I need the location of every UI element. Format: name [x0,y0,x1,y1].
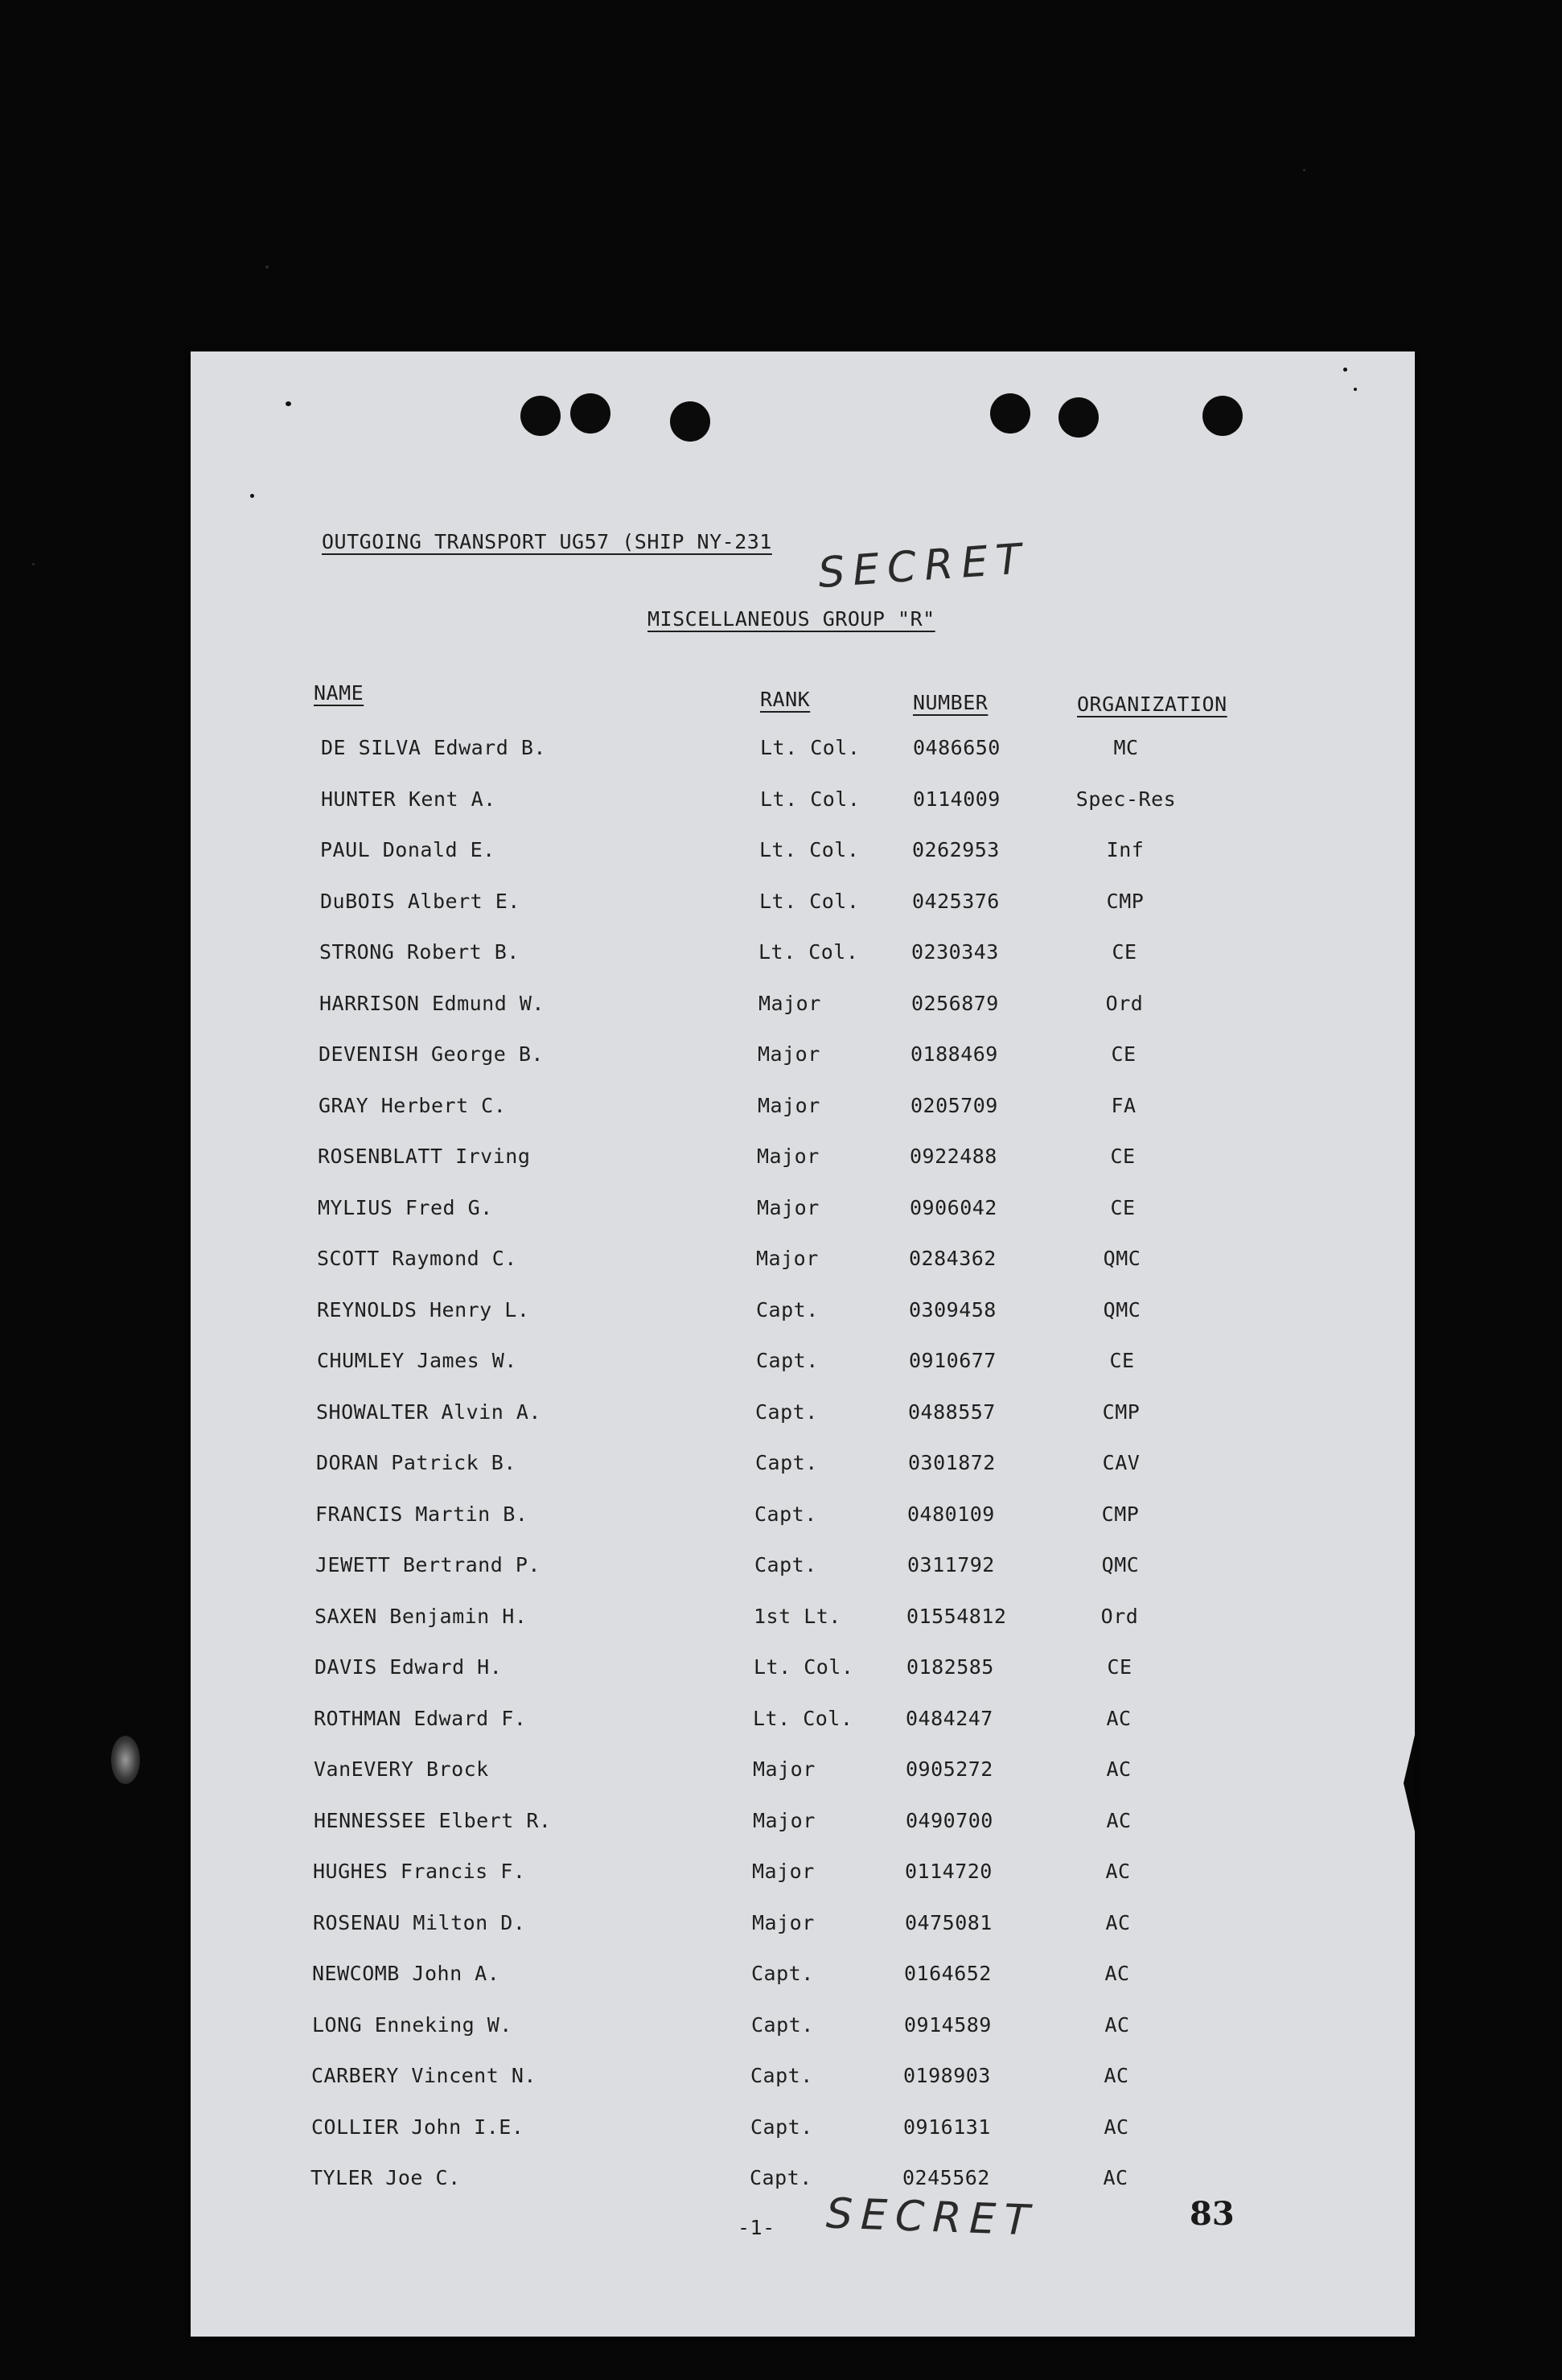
organization-cell: Ord [1100,1605,1139,1628]
number-cell: 0906042 [910,1196,997,1219]
organization-cell: AC [1104,2064,1129,2087]
organization-cell: Inf [1106,838,1145,861]
table-row [191,1809,1415,1841]
number-cell: 0486650 [913,736,1001,759]
table-row [191,1042,1415,1075]
punch-hole [570,393,610,434]
rank-cell: Major [753,1757,816,1781]
organization-cell: CE [1111,1042,1137,1066]
name-cell: CARBERY Vincent N. [311,2064,536,2087]
table-row [191,2166,1415,2198]
name-cell: HUNTER Kent A. [321,787,496,811]
organization-cell: CAV [1102,1451,1141,1474]
organization-cell: AC [1106,1707,1132,1730]
number-cell: 0182585 [906,1655,994,1679]
table-row [191,1400,1415,1433]
page-number: 83 [1190,2195,1235,2233]
number-cell: 0205709 [910,1094,998,1117]
name-cell: SCOTT Raymond C. [317,1247,517,1270]
organization-cell: FA [1111,1094,1137,1117]
organization-cell: QMC [1103,1298,1141,1322]
ink-mark [1354,388,1357,391]
number-cell: 0914589 [904,2013,992,2037]
name-cell: DAVIS Edward H. [314,1655,503,1679]
punch-hole [670,401,710,442]
rank-cell: Capt. [751,2013,814,2037]
rank-cell: Lt. Col. [758,940,859,964]
number-cell: 0262953 [912,838,1000,861]
number-cell: 0114009 [913,787,1001,811]
name-cell: VanEVERY Brock [314,1757,489,1781]
number-cell: 0309458 [909,1298,997,1322]
table-row [191,1860,1415,1892]
name-cell: PAUL Donald E. [320,838,495,861]
organization-cell: QMC [1103,1247,1141,1270]
secret-stamp-bottom: SECRET [825,2189,1038,2246]
document-page [191,351,1415,2337]
organization-cell: Ord [1105,992,1144,1015]
number-cell: 0910677 [909,1349,997,1372]
table-row [191,1451,1415,1483]
organization-cell: AC [1106,1757,1132,1781]
rank-cell: Capt. [751,1962,814,1985]
number-cell: 0916131 [903,2115,991,2139]
number-cell: 0425376 [912,890,1000,913]
background-speck [1303,169,1305,171]
rank-cell: Major [752,1860,815,1883]
organization-cell: CMP [1106,890,1145,913]
rank-cell: Major [758,1042,820,1066]
table-row [191,1247,1415,1279]
document-subtitle: MISCELLANEOUS GROUP "R" [647,607,935,631]
background-light-spot [111,1736,140,1784]
name-cell: GRAY Herbert C. [319,1094,507,1117]
ink-mark [250,494,254,498]
table-row [191,1962,1415,1994]
table-row [191,1145,1415,1177]
number-cell: 0475081 [905,1911,993,1934]
table-row [191,1094,1415,1126]
number-cell: 0301872 [908,1451,996,1474]
ink-mark [1343,368,1347,372]
table-row [191,890,1415,922]
name-cell: SHOWALTER Alvin A. [316,1400,541,1424]
page-marker: -1- [738,2216,775,2239]
punch-hole [1058,397,1099,438]
name-cell: JEWETT Bertrand P. [315,1553,541,1576]
table-row [191,1502,1415,1535]
name-cell: ROSENBLATT Irving [318,1145,531,1168]
name-cell: HENNESSEE Elbert R. [314,1809,552,1832]
name-cell: MYLIUS Fred G. [318,1196,493,1219]
organization-cell: CE [1110,1196,1136,1219]
rank-cell: Capt. [755,1451,818,1474]
organization-cell: CE [1110,1145,1136,1168]
name-cell: FRANCIS Martin B. [315,1502,528,1526]
rank-cell: Major [753,1809,816,1832]
number-cell: 0245562 [902,2166,990,2189]
organization-cell: AC [1103,2166,1128,2189]
name-cell: LONG Enneking W. [312,2013,512,2037]
rank-cell: Lt. Col. [753,1707,853,1730]
rank-cell: Major [758,992,821,1015]
number-cell: 0490700 [906,1809,993,1832]
rank-cell: Capt. [750,2166,812,2189]
rank-cell: Major [756,1247,819,1270]
number-cell: 0256879 [911,992,999,1015]
organization-cell: MC [1113,736,1139,759]
name-cell: NEWCOMB John A. [312,1962,500,1985]
name-cell: HUGHES Francis F. [313,1860,526,1883]
name-cell: COLLIER John I.E. [311,2115,524,2139]
rank-cell: Capt. [755,1400,818,1424]
table-row [191,1349,1415,1381]
punch-hole [990,393,1030,434]
punch-hole [1202,396,1243,436]
column-header-number: NUMBER [913,691,989,714]
organization-cell: QMC [1101,1553,1140,1576]
rank-cell: Lt. Col. [759,890,860,913]
organization-cell: AC [1104,1962,1130,1985]
background-speck [32,563,35,565]
table-row [191,787,1415,820]
table-row [191,2115,1415,2148]
number-cell: 0488557 [908,1400,996,1424]
rank-cell: Major [752,1911,815,1934]
rank-cell: Capt. [756,1349,819,1372]
organization-cell: CMP [1101,1502,1140,1526]
organization-cell: AC [1105,1860,1131,1883]
rank-cell: Capt. [754,1553,817,1576]
table-row [191,1655,1415,1687]
number-cell: 0164652 [904,1962,992,1985]
name-cell: DuBOIS Albert E. [320,890,520,913]
table-row [191,1911,1415,1943]
organization-cell: AC [1104,2013,1130,2037]
organization-cell: AC [1104,2115,1129,2139]
name-cell: DEVENISH George B. [319,1042,544,1066]
organization-cell: AC [1105,1911,1131,1934]
name-cell: TYLER Joe C. [310,2166,461,2189]
rank-cell: Lt. Col. [759,838,860,861]
rank-cell: 1st Lt. [754,1605,841,1628]
rank-cell: Capt. [750,2115,813,2139]
table-row [191,940,1415,972]
number-cell: 0484247 [906,1707,993,1730]
ink-mark [286,401,291,406]
number-cell: 0198903 [903,2064,991,2087]
secret-stamp-top: SECRET [816,534,1031,598]
document-title: OUTGOING TRANSPORT UG57 (SHIP NY-231 [322,530,772,553]
table-row [191,1707,1415,1739]
column-header-rank: RANK [760,688,811,711]
number-cell: 0922488 [910,1145,997,1168]
table-row [191,1605,1415,1637]
table-row [191,1298,1415,1330]
table-row [191,1196,1415,1228]
number-cell: 0230343 [911,940,999,964]
name-cell: REYNOLDS Henry L. [317,1298,530,1322]
table-row [191,838,1415,870]
organization-cell: CMP [1102,1400,1141,1424]
number-cell: 0114720 [905,1860,993,1883]
table-row [191,2064,1415,2096]
name-cell: DE SILVA Edward B. [321,736,546,759]
table-row [191,992,1415,1024]
name-cell: SAXEN Benjamin H. [314,1605,528,1628]
column-header-name: NAME [314,681,364,705]
number-cell: 0480109 [907,1502,995,1526]
organization-cell: CE [1109,1349,1135,1372]
name-cell: STRONG Robert B. [319,940,520,964]
number-cell: 01554812 [906,1605,1007,1628]
organization-cell: CE [1107,1655,1132,1679]
rank-cell: Capt. [756,1298,819,1322]
rank-cell: Lt. Col. [760,736,861,759]
background-speck [265,265,269,269]
name-cell: ROTHMAN Edward F. [314,1707,527,1730]
number-cell: 0188469 [910,1042,998,1066]
name-cell: ROSENAU Milton D. [313,1911,526,1934]
organization-cell: AC [1106,1809,1132,1832]
table-row [191,1553,1415,1585]
rank-cell: Lt. Col. [754,1655,854,1679]
rank-cell: Major [757,1196,820,1219]
table-row [191,2013,1415,2045]
name-cell: CHUMLEY James W. [317,1349,517,1372]
number-cell: 0905272 [906,1757,993,1781]
number-cell: 0284362 [909,1247,997,1270]
rank-cell: Capt. [750,2064,813,2087]
rank-cell: Major [757,1145,820,1168]
rank-cell: Capt. [754,1502,817,1526]
number-cell: 0311792 [907,1553,995,1576]
punch-hole [520,396,561,436]
rank-cell: Lt. Col. [760,787,861,811]
name-cell: HARRISON Edmund W. [319,992,545,1015]
table-row [191,736,1415,768]
organization-cell: CE [1112,940,1137,964]
organization-cell: Spec-Res [1075,787,1177,811]
name-cell: DORAN Patrick B. [316,1451,516,1474]
rank-cell: Major [758,1094,820,1117]
table-row [191,1757,1415,1790]
column-header-organization: ORGANIZATION [1077,693,1227,716]
